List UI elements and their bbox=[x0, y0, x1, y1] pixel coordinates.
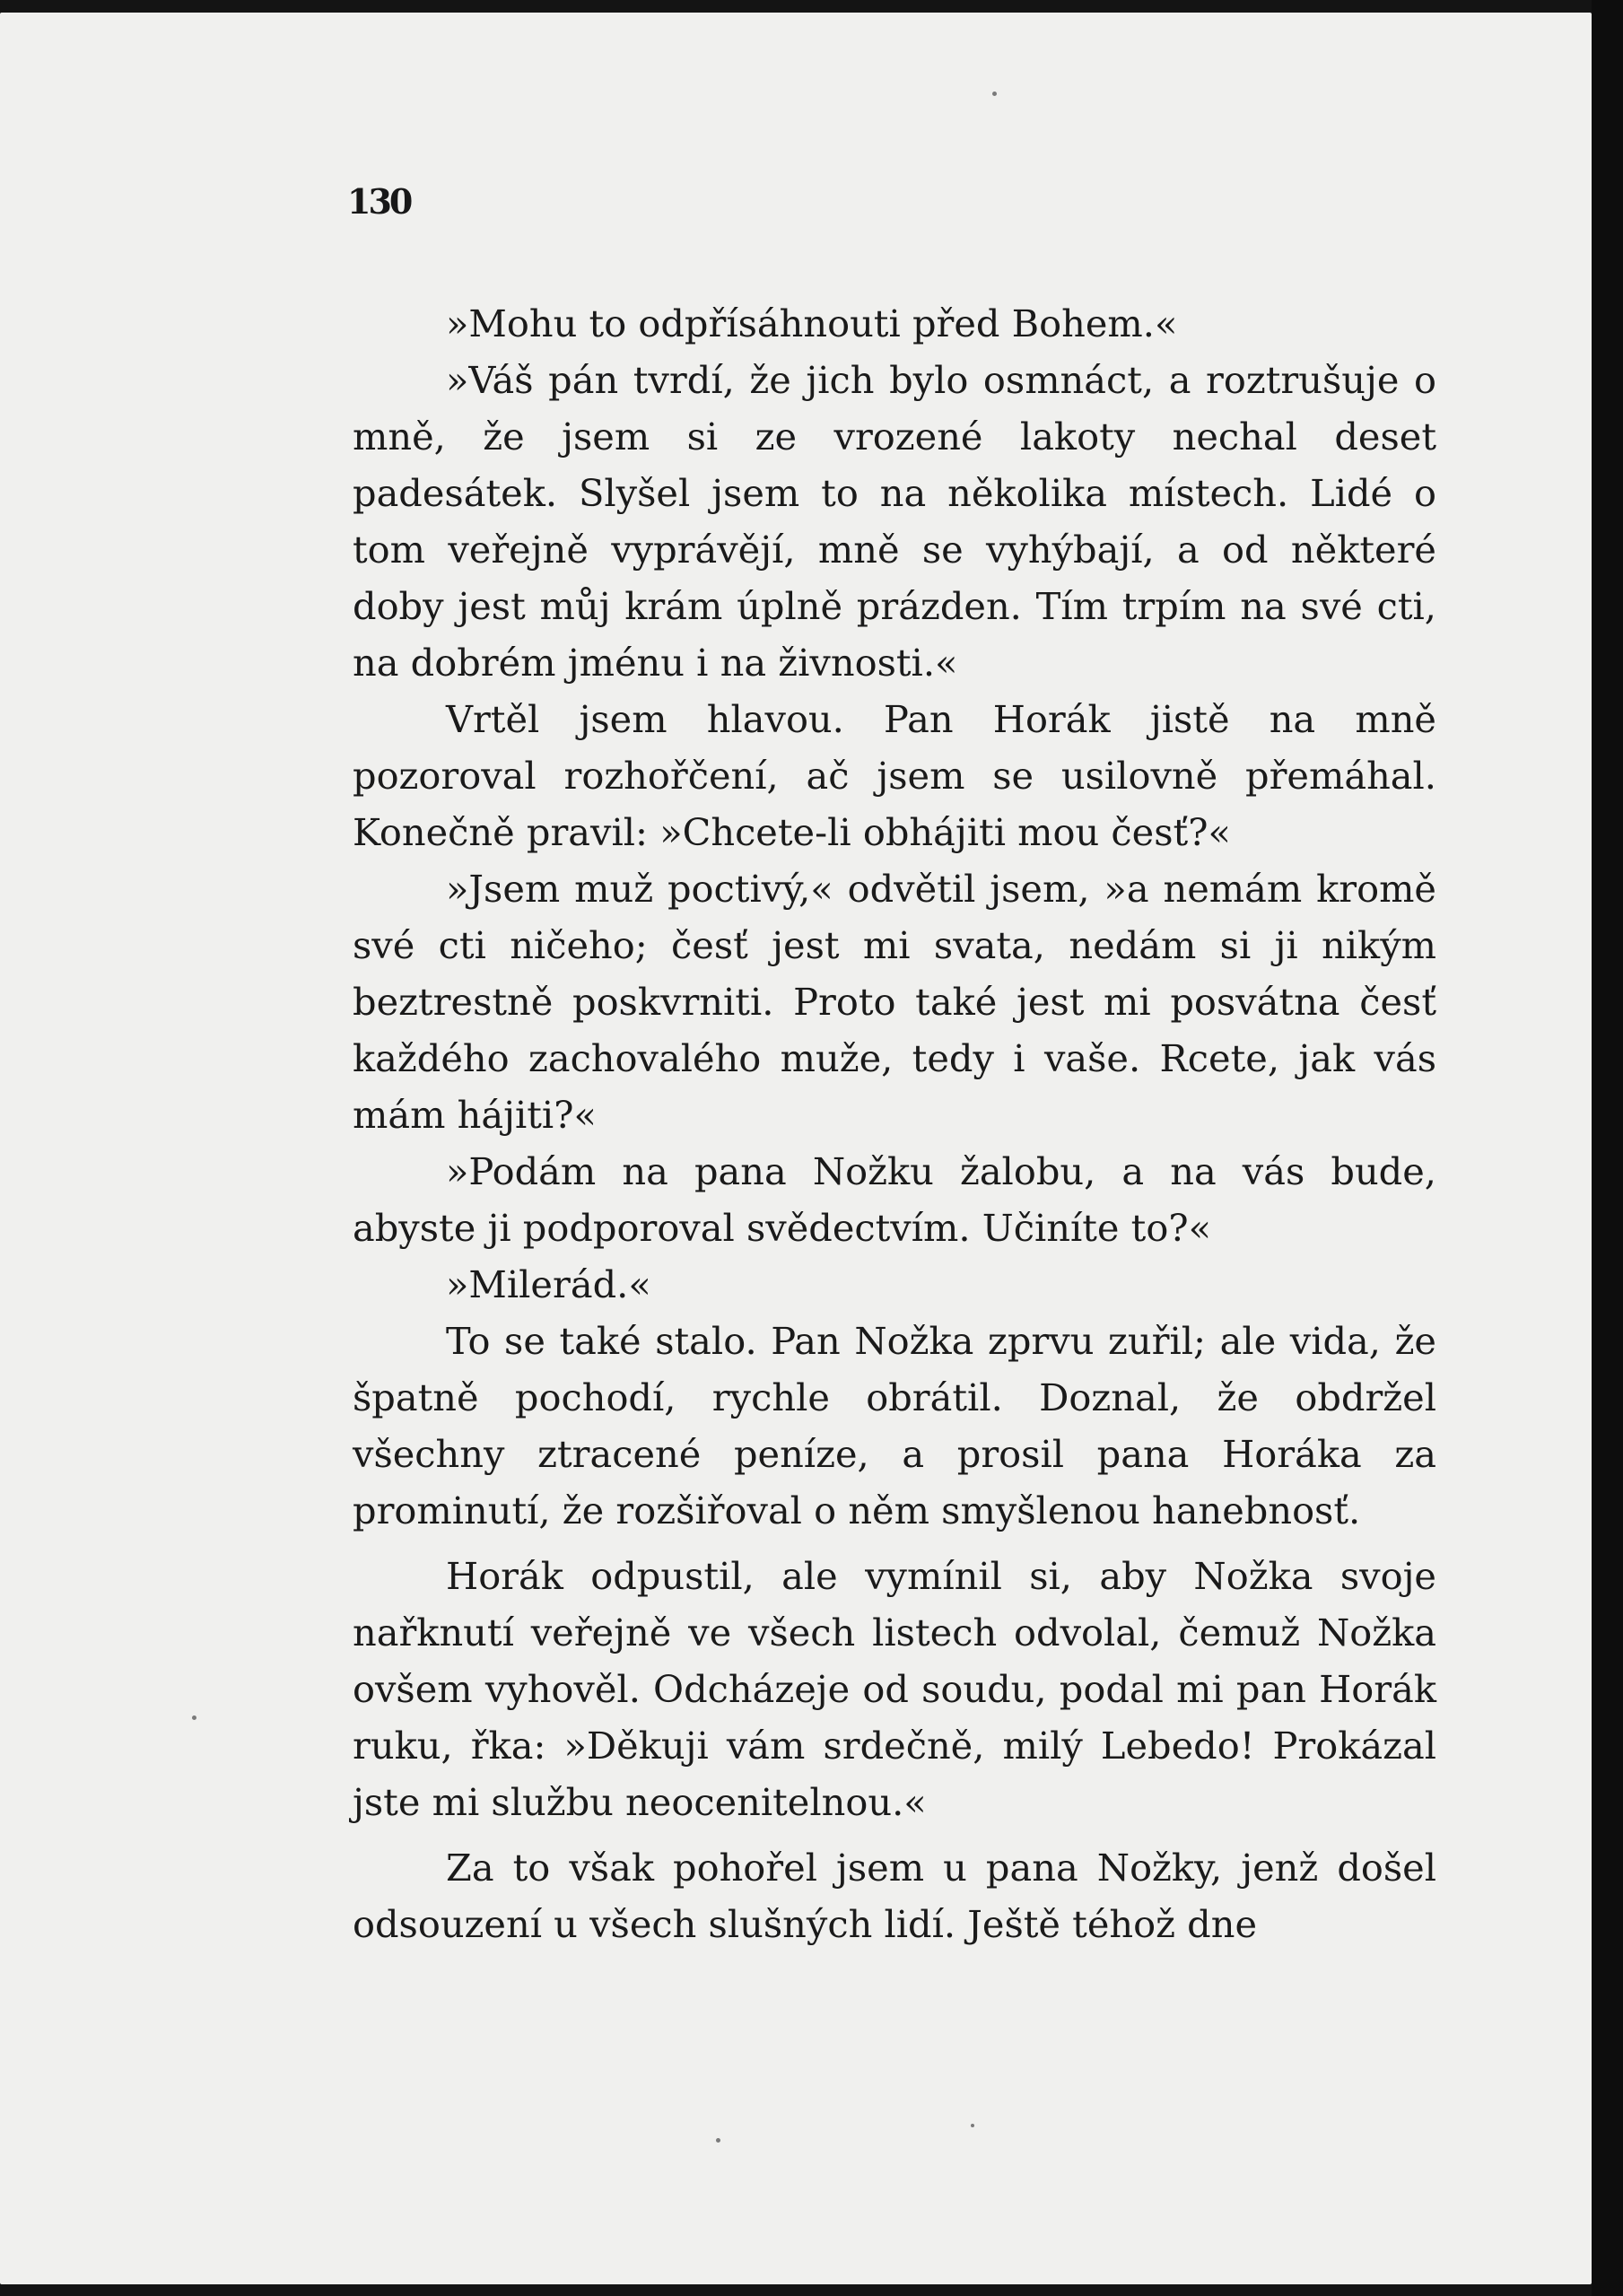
paper-speck bbox=[192, 1715, 196, 1720]
book-page bbox=[0, 13, 1592, 2284]
paragraph: Za to však pohořel jsem u pana Nožky, jenž došel odsouzení u všech slušných lidí. Ještě téhož dne bbox=[353, 1846, 1436, 1946]
paragraph: »Podám na pana Nožku žalobu, a na vás bude, abyste ji podporoval svědectvím. Učiníte to?« bbox=[353, 1149, 1436, 1250]
paragraph: »Milerád.« bbox=[446, 1262, 651, 1306]
paragraph: »Jsem muž poctivý,« odvětil jsem, »a nemám kromě své cti ničeho; česť jest mi svata, nedám si ji nikým beztrestně poskvrniti. Proto také jest mi posvátna česť každého zachovalého muže, tedy i vaše. Rcete, jak vás mám hájiti?« bbox=[353, 867, 1436, 1137]
paragraph: »Váš pán tvrdí, že jich bylo osmnáct, a roztrušuje o mně, že jsem si ze vrozené lakoty nechal deset padesátek. Slyšel jsem to na několika místech. Lidé o tom veřejně vyprávějí, mně se vyhýbají, a od některé doby jest můj krám úplně prázden. Tím trpím na své cti, na dobrém jménu i na živnosti.« bbox=[353, 358, 1436, 685]
paragraph: To se také stalo. Pan Nožka zprvu zuřil; ale vida, že špatně pochodí, rychle obrátil. Doznal, že obdržel všechny ztracené peníze, a prosil pana Horáka za prominutí, že rozšiřoval o něm smyšlenou hanebnosť. bbox=[353, 1319, 1436, 1532]
paragraph: »Mohu to odpřísáhnouti před Bohem.« bbox=[446, 301, 1178, 345]
page-number: 130 bbox=[347, 181, 411, 222]
paper-speck bbox=[971, 2124, 974, 2127]
body-text bbox=[353, 295, 1436, 1952]
paragraph: Horák odpustil, ale vymínil si, aby Nožka svoje nařknutí veřejně ve všech listech odvolal, čemuž Nožka ovšem vyhověl. Odcházeje od soudu, podal mi pan Horák ruku, řka: »Děkuji vám srdečně, milý Lebedo! Prokázal jste mi službu neocenitelnou.« bbox=[353, 1554, 1436, 1824]
paper-speck bbox=[992, 92, 997, 96]
scan-edge bbox=[1592, 0, 1623, 2296]
paper-speck bbox=[716, 2138, 720, 2143]
paragraph: Vrtěl jsem hlavou. Pan Horák jistě na mně pozoroval rozhořčení, ač jsem se usilovně přemáhal. Konečně pravil: »Chcete-li obhájiti mou česť?« bbox=[353, 697, 1436, 854]
